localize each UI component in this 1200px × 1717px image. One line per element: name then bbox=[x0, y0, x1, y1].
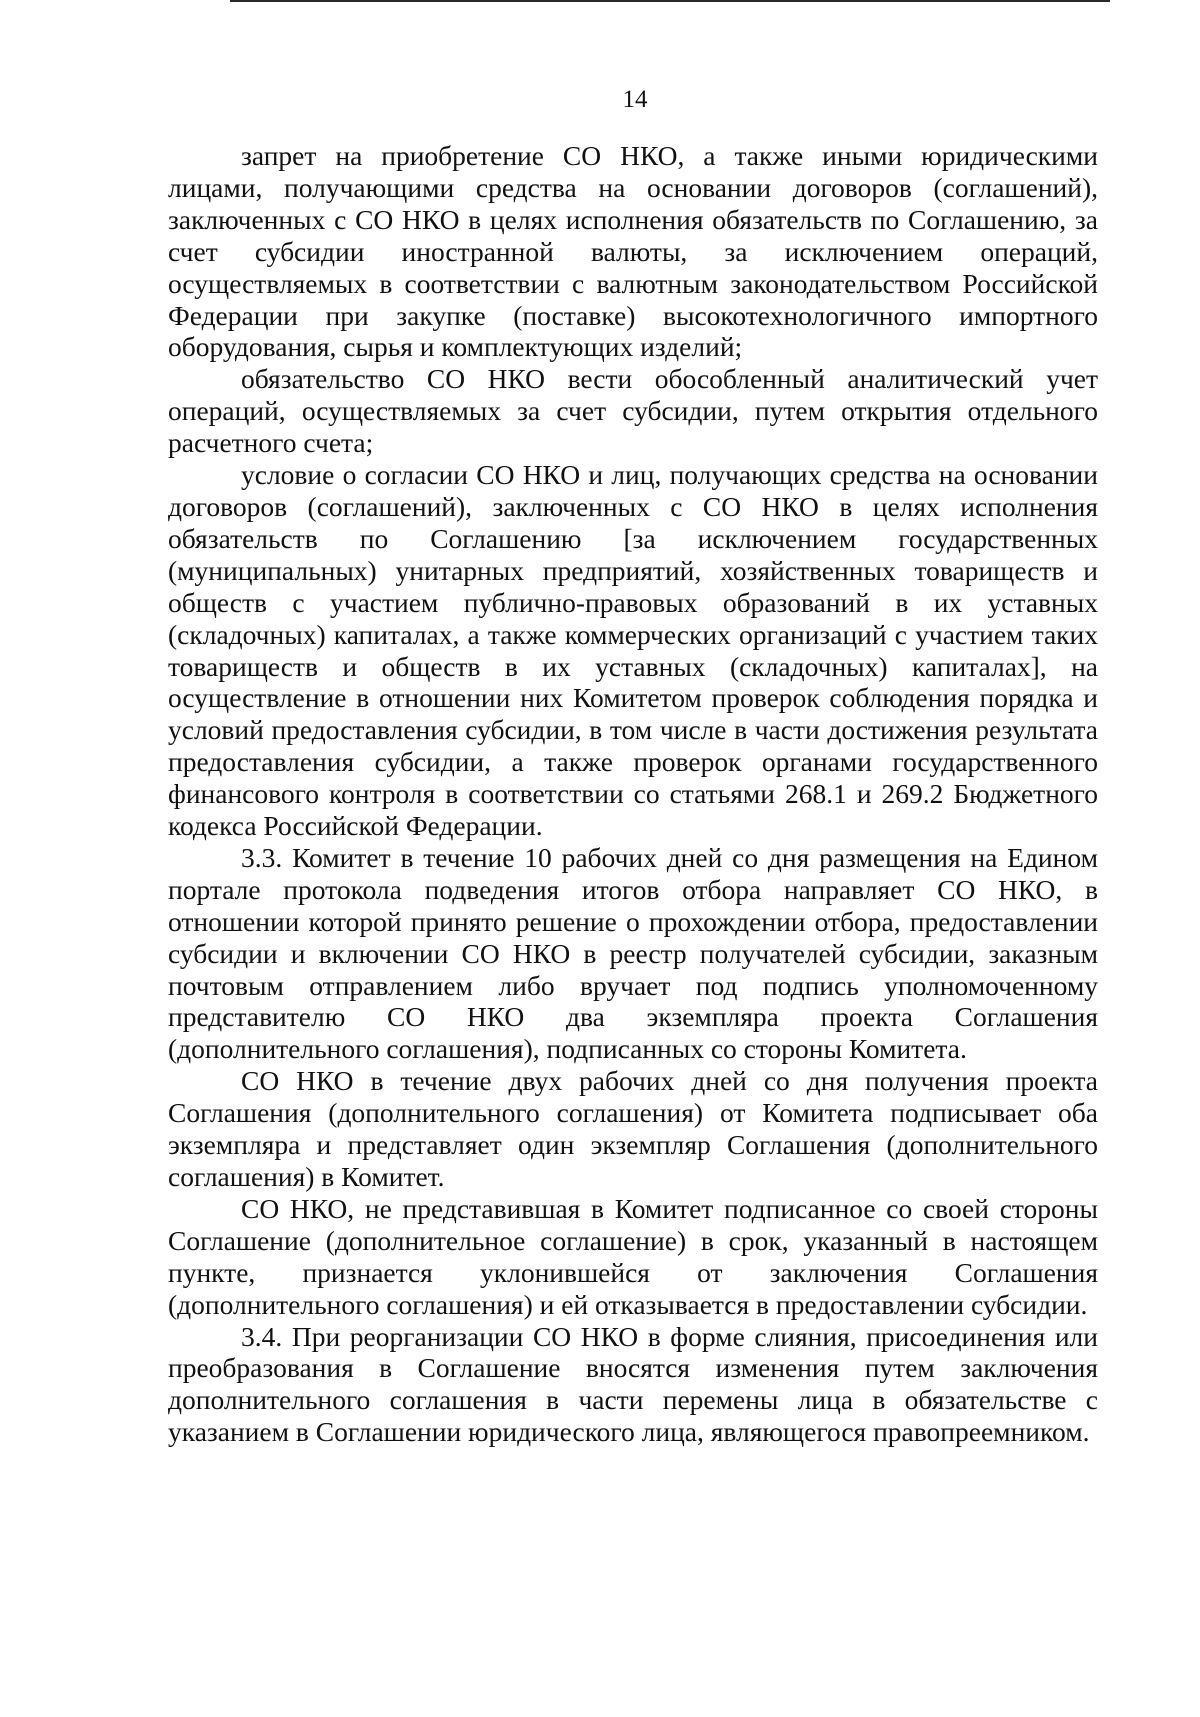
paragraph-6: СО НКО, не представившая в Комитет подписанное со своей стороны Соглашение (дополнительное соглашение) в срок, указанный в настоящем пункте, признается уклонившейся от заключения Соглашения (дополнительного соглашения) и ей отказывается в предоставлении субсидии. bbox=[168, 1192, 1098, 1320]
paragraph-2: обязательство СО НКО вести обособленный аналитический учет операций, осуществляемых за счет субсидии, путем открытия отдельного расчетного счета; bbox=[168, 363, 1098, 459]
document-body bbox=[168, 140, 1098, 1448]
paragraph-4: 3.3. Комитет в течение 10 рабочих дней со дня размещения на Едином портале протокола подведения итогов отбора направляет СО НКО, в отношении которой принято решение о прохождении отбора, предоставлении субсидии и включении СО НКО в реестр получателей субсидии, заказным почтовым отправлением либо вручает под подпись уполномоченному представителю СО НКО два экземпляра проекта Соглашения (дополнительного соглашения), подписанных со стороны Комитета. bbox=[168, 841, 1098, 1065]
paragraph-7: 3.4. При реорганизации СО НКО в форме слияния, присоединения или преобразования в Соглашение вносятся изменения путем заключения дополнительного соглашения в части перемены лица в обязательстве с указанием в Соглашении юридического лица, являющегося правопреемником. bbox=[168, 1320, 1098, 1448]
paragraph-5: СО НКО в течение двух рабочих дней со дня получения проекта Соглашения (дополнительного соглашения) от Комитета подписывает оба экземпляра и представляет один экземпляр Соглашения (дополнительного соглашения) в Комитет. bbox=[168, 1065, 1098, 1192]
paragraph-3: условие о согласии СО НКО и лиц, получающих средства на основании договоров (соглашений), заключенных с СО НКО в целях исполнения обязательств по Соглашению [за исключением государственных (муниципальных) унитарных предприятий, хозяйственных товариществ и обществ с участием публично-правовых образований в их уставных (складочных) капиталах, а также коммерческих организаций с участием таких товариществ и обществ в их уставных (складочных) капиталах], на осуществление в отношении них Комитетом проверок соблюдения порядка и условий предоставления субсидии, в том числе в части достижения результата предоставления субсидии, а также проверок органами государственного финансового контроля в соответствии со статьями 268.1 и 269.2 Бюджетного кодекса Российской Федерации. bbox=[168, 459, 1098, 842]
page-top-edge bbox=[230, 0, 1110, 2]
paragraph-1: запрет на приобретение СО НКО, а также иными юридическими лицами, получающими средства на основании договоров (соглашений), заключенных с СО НКО в целях исполнения обязательств по Соглашению, за счет субсидии иностранной валюты, за исключением операций, осуществляемых в соответствии с валютным законодательством Российской Федерации при закупке (поставке) высокотехнологичного импортного оборудования, сырья и комплектующих изделий; bbox=[168, 140, 1098, 363]
page-number: 14 bbox=[622, 86, 648, 113]
